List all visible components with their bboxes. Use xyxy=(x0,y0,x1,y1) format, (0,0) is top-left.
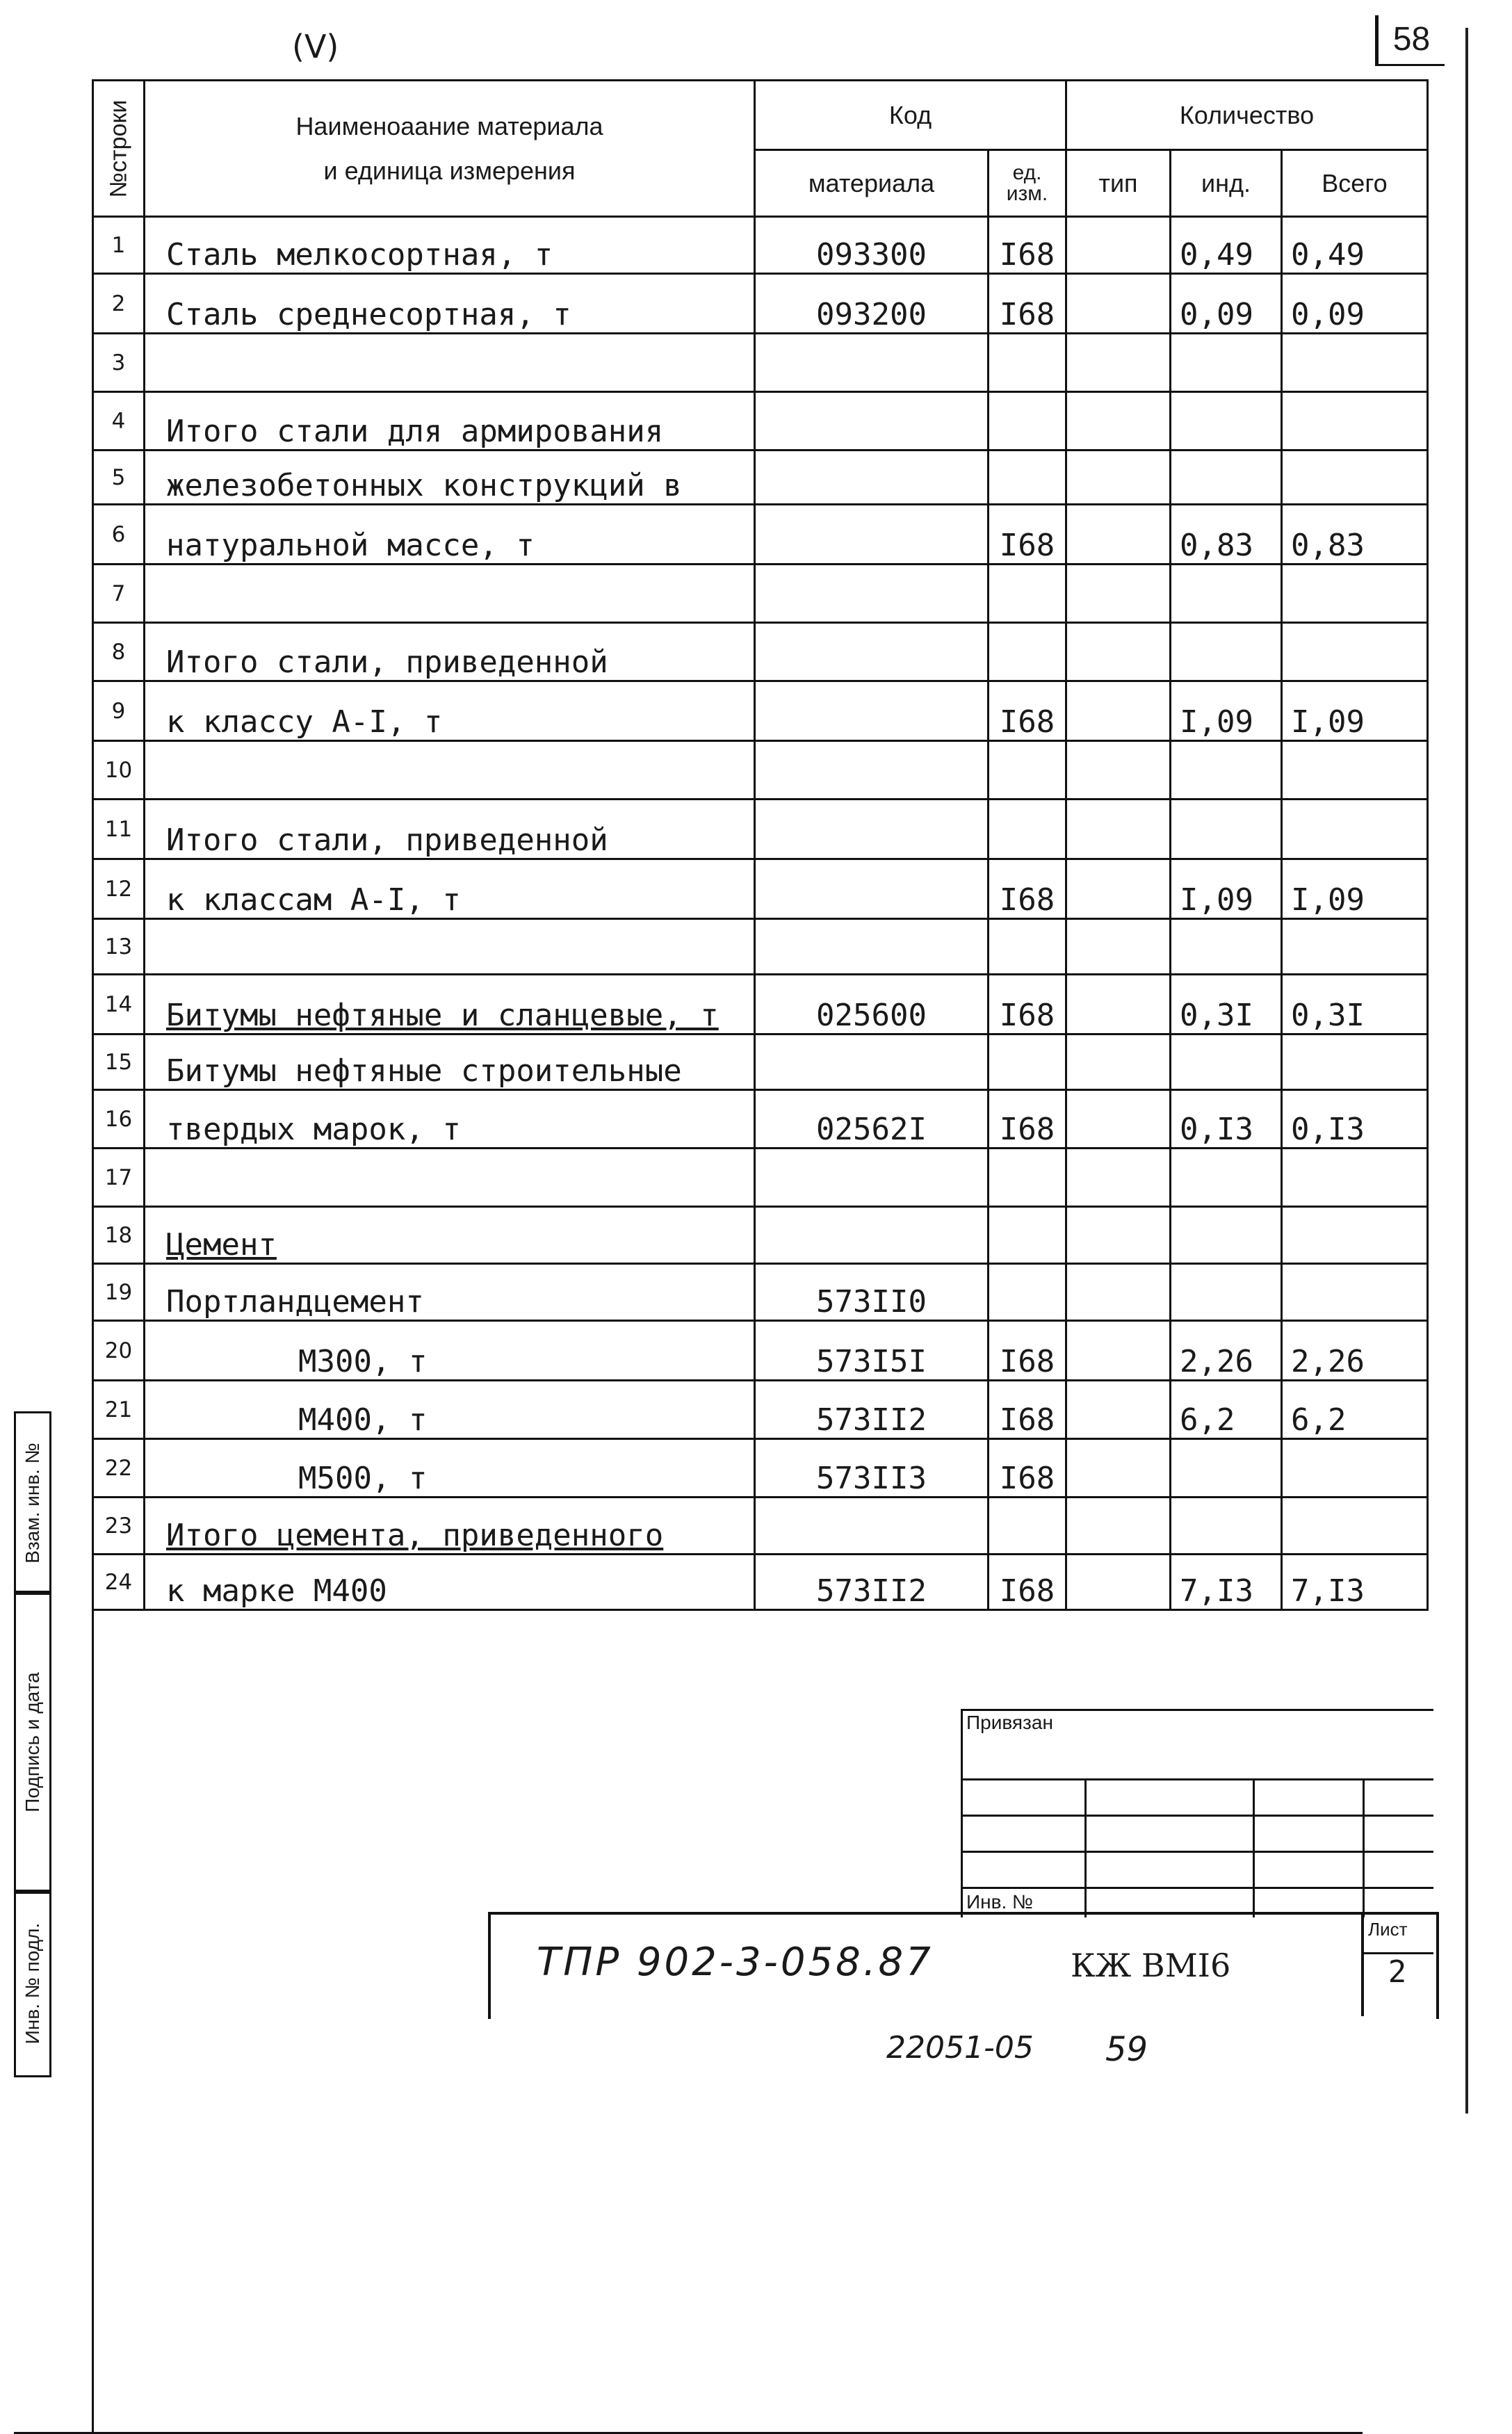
header-code: Код xyxy=(755,81,1066,150)
material-name: к классу А-I, т xyxy=(145,681,755,741)
qty-ind xyxy=(1171,1207,1282,1264)
qty-total: 0,3I xyxy=(1282,975,1428,1035)
qty-total: 2,26 xyxy=(1282,1321,1428,1381)
header-code-unit: ед. изм. xyxy=(989,150,1066,217)
qty-type xyxy=(1066,1035,1171,1090)
row-number: 19 xyxy=(93,1264,145,1321)
qty-ind xyxy=(1171,800,1282,859)
material-code: 093300 xyxy=(755,217,989,274)
table-row xyxy=(93,975,1428,1035)
doc-code: ТПР 902-3-058.87 xyxy=(537,1940,934,1985)
qty-total xyxy=(1282,1439,1428,1498)
qty-ind: 0,49 xyxy=(1171,217,1282,274)
qty-ind: I,09 xyxy=(1171,681,1282,741)
qty-type xyxy=(1066,565,1171,623)
table-row xyxy=(93,1321,1428,1381)
unit-code: I68 xyxy=(989,1381,1066,1439)
unit-code: I68 xyxy=(989,1321,1066,1381)
qty-total: 0,I3 xyxy=(1282,1090,1428,1149)
unit-code: I68 xyxy=(989,274,1066,334)
unit-code xyxy=(989,1207,1066,1264)
qty-type xyxy=(1066,1555,1171,1610)
table-row xyxy=(93,1381,1428,1439)
qty-type xyxy=(1066,1090,1171,1149)
qty-total xyxy=(1282,1035,1428,1090)
row-number: 4 xyxy=(93,392,145,451)
header-material-name: Наименоаание материала и единица измерения xyxy=(145,81,755,217)
material-code xyxy=(755,392,989,451)
qty-total xyxy=(1282,1264,1428,1321)
material-code xyxy=(755,1149,989,1207)
row-number: 7 xyxy=(93,565,145,623)
material-name: железобетонных конструкций в xyxy=(145,451,755,505)
header-code-material: материала xyxy=(755,150,989,217)
qty-ind xyxy=(1171,919,1282,975)
material-code xyxy=(755,451,989,505)
material-name: к классам А-I, т xyxy=(145,859,755,919)
row-number: 20 xyxy=(93,1321,145,1381)
qty-type xyxy=(1066,1321,1171,1381)
material-code xyxy=(755,800,989,859)
qty-type xyxy=(1066,1149,1171,1207)
row-number: 13 xyxy=(93,919,145,975)
table-row xyxy=(93,800,1428,859)
doc-sub-code: КЖ ВМI6 xyxy=(1071,1947,1231,1984)
qty-type xyxy=(1066,800,1171,859)
material-code: 573II3 xyxy=(755,1439,989,1498)
sign-date-box: Подпись и дата xyxy=(14,1591,51,1894)
material-name xyxy=(145,919,755,975)
row-number: 2 xyxy=(93,274,145,334)
table-row xyxy=(93,1264,1428,1321)
material-name: Итого стали для армирования xyxy=(145,392,755,451)
row-number: 10 xyxy=(93,741,145,800)
qty-type xyxy=(1066,505,1171,565)
qty-total: 0,09 xyxy=(1282,274,1428,334)
page-total: 59 xyxy=(1105,2030,1148,2069)
qty-type xyxy=(1066,1264,1171,1321)
qty-total: 7,I3 xyxy=(1282,1555,1428,1610)
qty-ind: 6,2 xyxy=(1171,1381,1282,1439)
material-code: 093200 xyxy=(755,274,989,334)
qty-ind xyxy=(1171,392,1282,451)
row-number: 8 xyxy=(93,623,145,681)
row-number: 3 xyxy=(93,334,145,392)
row-number: 1 xyxy=(93,217,145,274)
qty-type xyxy=(1066,392,1171,451)
material-code: 573I5I xyxy=(755,1321,989,1381)
material-name: Сталь мелкосортная, т xyxy=(145,217,755,274)
row-number: 5 xyxy=(93,451,145,505)
qty-total xyxy=(1282,565,1428,623)
qty-type xyxy=(1066,1498,1171,1555)
qty-ind: 0,I3 xyxy=(1171,1090,1282,1149)
qty-ind xyxy=(1171,565,1282,623)
qty-type xyxy=(1066,334,1171,392)
qty-total: I,09 xyxy=(1282,681,1428,741)
unit-code xyxy=(989,451,1066,505)
qty-type xyxy=(1066,1381,1171,1439)
qty-total xyxy=(1282,623,1428,681)
frame-left-line xyxy=(92,1591,94,2432)
qty-type xyxy=(1066,859,1171,919)
qty-ind: 0,09 xyxy=(1171,274,1282,334)
qty-ind xyxy=(1171,1264,1282,1321)
unit-code: I68 xyxy=(989,1439,1066,1498)
table-row xyxy=(93,741,1428,800)
table-row xyxy=(93,1555,1428,1610)
unit-code xyxy=(989,919,1066,975)
row-number: 16 xyxy=(93,1090,145,1149)
material-name xyxy=(145,741,755,800)
material-code xyxy=(755,919,989,975)
table-row xyxy=(93,1149,1428,1207)
qty-total: 6,2 xyxy=(1282,1381,1428,1439)
qty-total xyxy=(1282,741,1428,800)
row-number: 23 xyxy=(93,1498,145,1555)
table-row xyxy=(93,1207,1428,1264)
material-name xyxy=(145,565,755,623)
material-code xyxy=(755,565,989,623)
material-name: Итого стали, приведенной xyxy=(145,623,755,681)
replace-inv-box: Взам. инв. № xyxy=(14,1411,51,1595)
qty-total xyxy=(1282,334,1428,392)
table-row xyxy=(93,565,1428,623)
unit-code: I68 xyxy=(989,1555,1066,1610)
material-name: М400, т xyxy=(145,1381,755,1439)
row-number: 15 xyxy=(93,1035,145,1090)
material-name xyxy=(145,1149,755,1207)
material-code: 02562I xyxy=(755,1090,989,1149)
qty-total xyxy=(1282,1207,1428,1264)
right-border-line xyxy=(1465,28,1468,2113)
qty-ind xyxy=(1171,623,1282,681)
qty-total xyxy=(1282,919,1428,975)
binding-stamp xyxy=(961,1709,1433,1917)
qty-ind xyxy=(1171,741,1282,800)
qty-ind: 2,26 xyxy=(1171,1321,1282,1381)
material-name: Итого стали, приведенной xyxy=(145,800,755,859)
qty-total: 0,49 xyxy=(1282,217,1428,274)
qty-type xyxy=(1066,217,1171,274)
qty-total xyxy=(1282,1498,1428,1555)
qty-type xyxy=(1066,919,1171,975)
unit-code xyxy=(989,741,1066,800)
unit-code xyxy=(989,565,1066,623)
header-qty-ind: инд. xyxy=(1171,150,1282,217)
qty-ind: 0,83 xyxy=(1171,505,1282,565)
qty-ind xyxy=(1171,451,1282,505)
material-name: к марке М400 xyxy=(145,1555,755,1610)
qty-ind: 0,3I xyxy=(1171,975,1282,1035)
row-number: 6 xyxy=(93,505,145,565)
table-row xyxy=(93,1035,1428,1090)
top-mark: (V) xyxy=(292,28,339,65)
unit-code xyxy=(989,1498,1066,1555)
qty-type xyxy=(1066,451,1171,505)
table-row xyxy=(93,681,1428,741)
qty-ind xyxy=(1171,334,1282,392)
material-code: 025600 xyxy=(755,975,989,1035)
qty-total xyxy=(1282,451,1428,505)
unit-code xyxy=(989,800,1066,859)
unit-code: I68 xyxy=(989,681,1066,741)
table-row xyxy=(93,1439,1428,1498)
qty-ind xyxy=(1171,1149,1282,1207)
row-number: 17 xyxy=(93,1149,145,1207)
material-code: 573II2 xyxy=(755,1381,989,1439)
material-code xyxy=(755,1207,989,1264)
header-qty-total: Всего xyxy=(1282,150,1428,217)
qty-total xyxy=(1282,392,1428,451)
material-code xyxy=(755,681,989,741)
qty-type xyxy=(1066,623,1171,681)
material-code xyxy=(755,1498,989,1555)
material-name: Сталь среднесортная, т xyxy=(145,274,755,334)
qty-ind xyxy=(1171,1035,1282,1090)
header-quantity: Количество xyxy=(1066,81,1428,150)
material-name: Битумы нефтяные строительные xyxy=(145,1035,755,1090)
material-name xyxy=(145,334,755,392)
row-number: 14 xyxy=(93,975,145,1035)
row-number: 24 xyxy=(93,1555,145,1610)
sheet-number: 2 xyxy=(1361,1952,1433,1990)
unit-code xyxy=(989,1264,1066,1321)
row-number: 9 xyxy=(93,681,145,741)
material-name: М300, т xyxy=(145,1321,755,1381)
table-row xyxy=(93,334,1428,392)
material-name: Итого цемента, приведенного xyxy=(145,1498,755,1555)
order-number: 22051-05 xyxy=(886,2030,1034,2066)
unit-code xyxy=(989,623,1066,681)
unit-code: I68 xyxy=(989,859,1066,919)
unit-code xyxy=(989,392,1066,451)
qty-type xyxy=(1066,975,1171,1035)
bound-label: Привязан xyxy=(966,1712,1053,1733)
unit-code xyxy=(989,1035,1066,1090)
qty-type xyxy=(1066,274,1171,334)
table-row xyxy=(93,217,1428,274)
material-code xyxy=(755,741,989,800)
qty-ind: I,09 xyxy=(1171,859,1282,919)
row-number: 22 xyxy=(93,1439,145,1498)
material-name: натуральной массе, т xyxy=(145,505,755,565)
material-code xyxy=(755,1035,989,1090)
qty-type xyxy=(1066,1207,1171,1264)
material-code xyxy=(755,859,989,919)
inv-orig-box: Инв. № подл. xyxy=(14,1890,51,2077)
material-code xyxy=(755,505,989,565)
table-row xyxy=(93,392,1428,451)
header-row-number: №строки xyxy=(93,81,145,217)
qty-total: 0,83 xyxy=(1282,505,1428,565)
material-name: Битумы нефтяные и сланцевые, т xyxy=(145,975,755,1035)
row-number: 18 xyxy=(93,1207,145,1264)
header-qty-type: тип xyxy=(1066,150,1171,217)
table-row xyxy=(93,859,1428,919)
table-row xyxy=(93,505,1428,565)
unit-code: I68 xyxy=(989,217,1066,274)
material-code: 573II2 xyxy=(755,1555,989,1610)
materials-table xyxy=(92,79,1429,1611)
material-code xyxy=(755,334,989,392)
table-row xyxy=(93,623,1428,681)
material-code: 573II0 xyxy=(755,1264,989,1321)
table-row xyxy=(93,274,1428,334)
unit-code: I68 xyxy=(989,505,1066,565)
material-name: М500, т xyxy=(145,1439,755,1498)
unit-code: I68 xyxy=(989,975,1066,1035)
page-number: 58 xyxy=(1375,15,1445,66)
qty-type xyxy=(1066,681,1171,741)
left-side-stamp xyxy=(14,1411,92,2433)
qty-total xyxy=(1282,1149,1428,1207)
inv-label: Инв. № xyxy=(966,1891,1034,1913)
unit-code xyxy=(989,334,1066,392)
table-row xyxy=(93,1090,1428,1149)
material-code xyxy=(755,623,989,681)
qty-total: I,09 xyxy=(1282,859,1428,919)
table-row xyxy=(93,451,1428,505)
unit-code xyxy=(989,1149,1066,1207)
row-number: 21 xyxy=(93,1381,145,1439)
material-name: твердых марок, т xyxy=(145,1090,755,1149)
row-number: 11 xyxy=(93,800,145,859)
table-row xyxy=(93,1498,1428,1555)
table-row xyxy=(93,919,1428,975)
qty-ind: 7,I3 xyxy=(1171,1555,1282,1610)
material-name: Портландцемент xyxy=(145,1264,755,1321)
qty-type xyxy=(1066,741,1171,800)
qty-type xyxy=(1066,1439,1171,1498)
qty-total xyxy=(1282,800,1428,859)
row-number: 12 xyxy=(93,859,145,919)
material-name: Цемент xyxy=(145,1207,755,1264)
qty-ind xyxy=(1171,1439,1282,1498)
qty-ind xyxy=(1171,1498,1282,1555)
unit-code: I68 xyxy=(989,1090,1066,1149)
sheet-label: Лист xyxy=(1368,1919,1408,1940)
